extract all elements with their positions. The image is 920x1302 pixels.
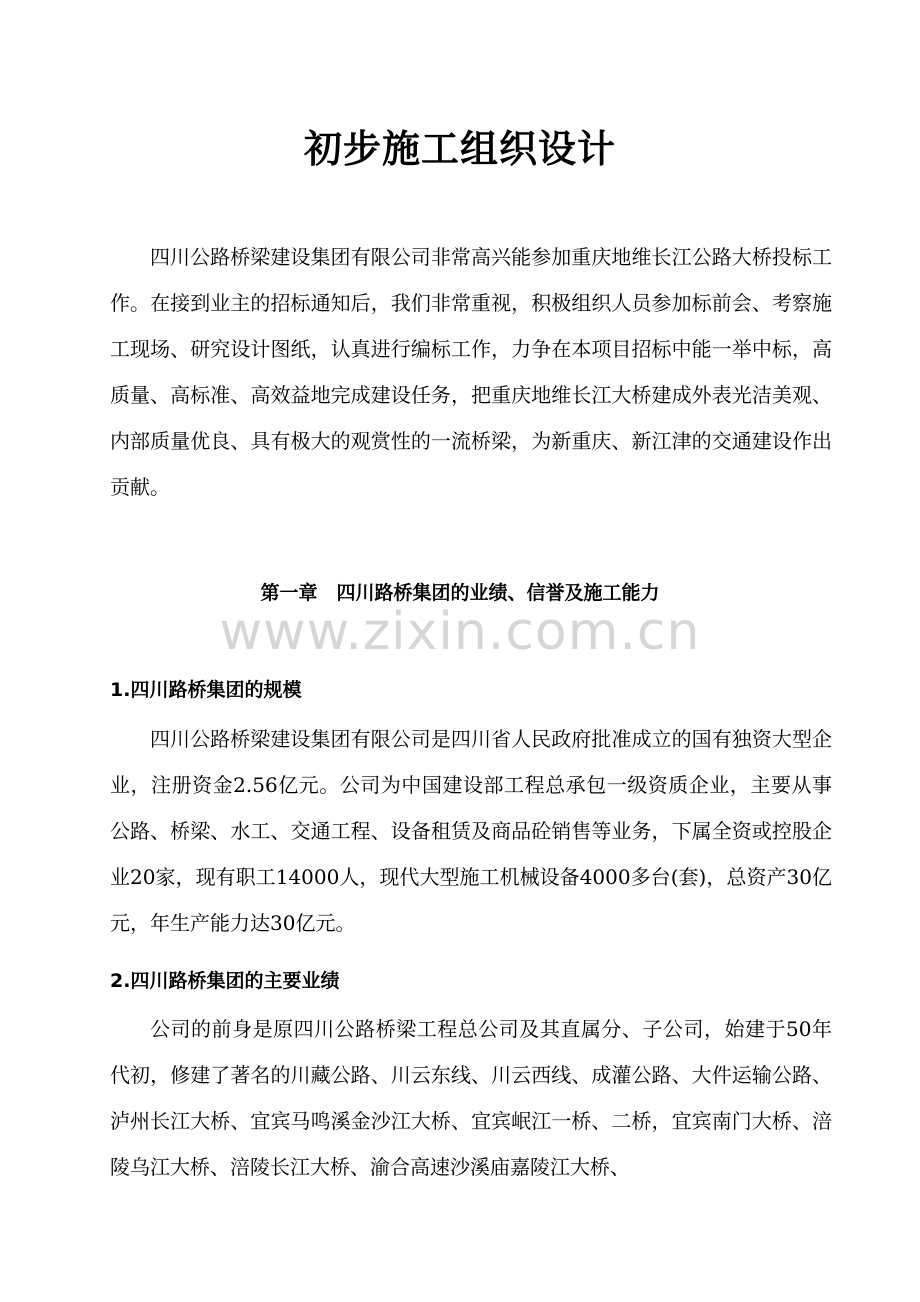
chapter-heading: 第一章 四川路桥集团的业绩、信誉及施工能力 <box>260 582 660 604</box>
section-paragraph-performance: 公司的前身是原四川公路桥梁工程总公司及其直属分、子公司，始建于50年代初，修建了著名的川藏公路、川云东线、川云西线、成灌公路、大件运输公路、泸州长江大桥、宜宾马鸣溪金沙江大桥、宜宾岷江一桥、二桥，宜宾南门大桥、涪陵乌江大桥、涪陵长江大桥、渝合高速沙溪庙嘉陵江大桥、 <box>110 1017 832 1179</box>
intro-paragraph: 四川公路桥梁建设集团有限公司非常高兴能参加重庆地维长江公路大桥投标工作。在接到业主的招标通知后，我们非常重视，积极组织人员参加标前会、考察施工现场、研究设计图纸，认真进行编标工作，力争在本项目招标中能一举中标，高质量、高标准、高效益地完成建设任务，把重庆地维长江大桥建成外表光洁美观、内部质量优良、具有极大的观赏性的一流桥梁，为新重庆、新江津的交通建设作出贡献。 <box>110 245 832 499</box>
watermark-text: www.zixin.com.cn <box>219 602 701 662</box>
section-heading-performance: 2.四川路桥集团的主要业绩 <box>110 970 340 992</box>
document-title: 初步施工组织设计 <box>303 126 616 171</box>
section-paragraph-scale: 四川公路桥梁建设集团有限公司是四川省人民政府批准成立的国有独资大型企业，注册资金2.56亿元。公司为中国建设部工程总承包一级资质企业，主要从事公路、桥梁、水工、交通工程、设备租赁及商品砼销售等业务，下属全资或控股企业20家，现有职工14000人，现代大型施工机械设备4000多台(套)，总资产30亿元，年生产能力达30亿元。 <box>110 727 832 935</box>
section-heading-scale: 1.四川路桥集团的规模 <box>110 679 302 701</box>
